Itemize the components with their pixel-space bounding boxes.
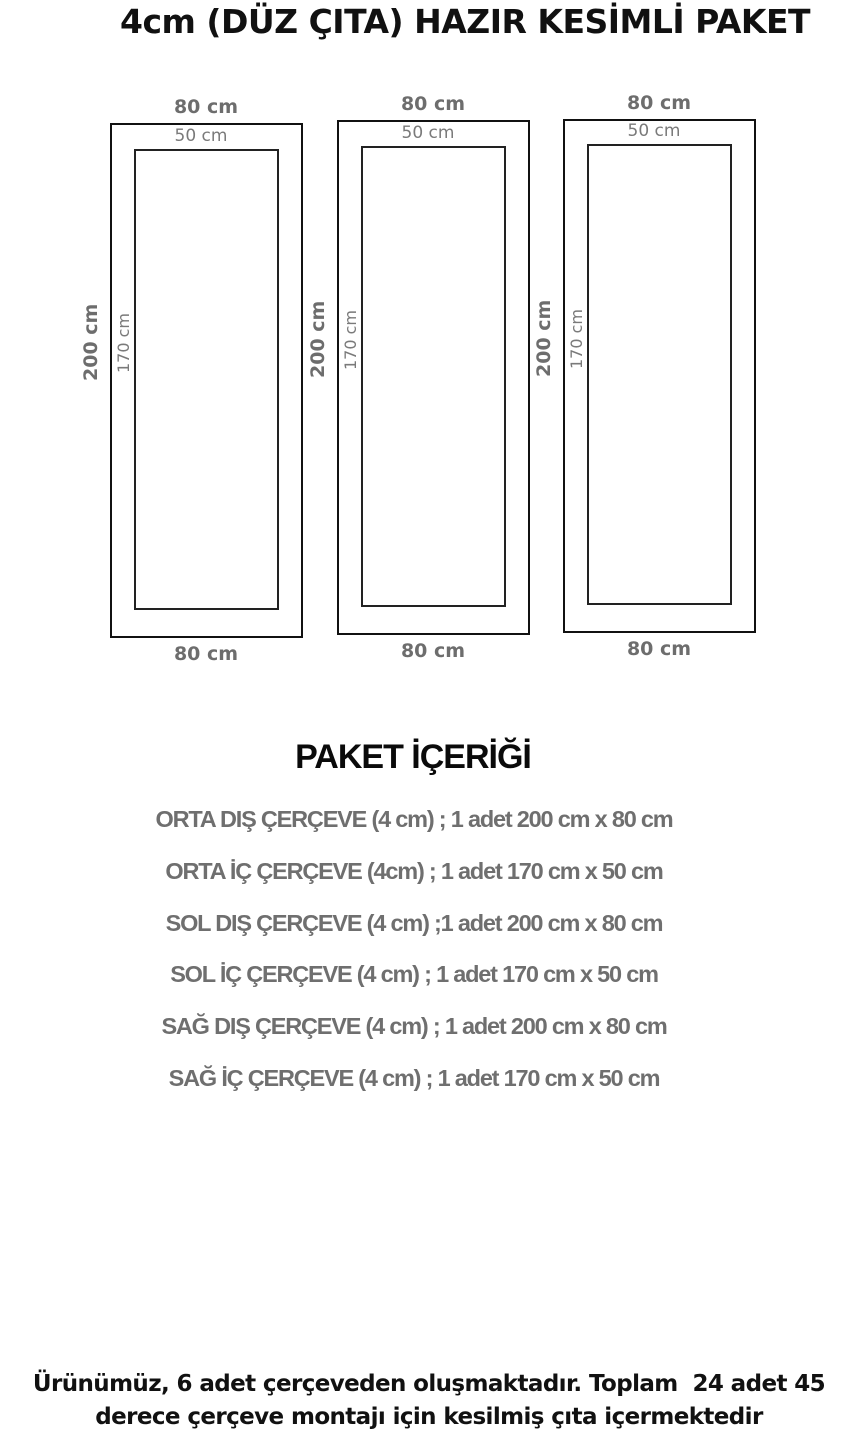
package-item: ORTA DIŞ ÇERÇEVE (4 cm) ; 1 adet 200 cm x 80 cm — [155, 806, 673, 832]
frame-right-outer-height-label: 200 cm — [533, 299, 555, 377]
footer-note-line-2: derece çerçeve montajı için kesilmiş çıta içermektedir — [95, 1404, 763, 1430]
frame-left-outer-height-label: 200 cm — [80, 303, 102, 381]
footer-note-line-1: Ürünümüz, 6 adet çerçeveden oluşmaktadır. Toplam 24 adet 45 — [32, 1371, 826, 1397]
package-contents-list — [0, 800, 828, 1111]
package-contents-title: PAKET İÇERİĞİ — [295, 738, 531, 776]
package-item: SAĞ İÇ ÇERÇEVE (4 cm) ; 1 adet 170 cm x 50 cm — [168, 1064, 660, 1091]
package-item: SAĞ DIŞ ÇERÇEVE (4 cm) ; 1 adet 200 cm x 80 cm — [161, 1013, 667, 1040]
page-title: 4cm (DÜZ ÇITA) HAZIR KESİMLİ PAKET — [119, 2, 811, 41]
frame-right-outer-width-label: 80 cm — [626, 92, 692, 114]
frame-right-bottom-width-label: 80 cm — [626, 638, 692, 660]
package-item: SOL İÇ ÇERÇEVE (4 cm) ; 1 adet 170 cm x 50 cm — [170, 961, 658, 988]
frame-left-inner-rect — [134, 149, 279, 610]
frame-middle-bottom-width-label: 80 cm — [400, 640, 466, 662]
frame-left-outer-width-label: 80 cm — [173, 96, 239, 118]
frame-right-inner-height-label: 170 cm — [567, 308, 586, 369]
package-item: ORTA İÇ ÇERÇEVE (4cm) ; 1 adet 170 cm x 50 cm — [165, 857, 663, 884]
frame-middle-inner-rect — [361, 146, 506, 607]
frame-left-inner-height-label: 170 cm — [114, 312, 133, 373]
frame-right-inner-rect — [587, 144, 732, 605]
frame-left-inner-width-label: 50 cm — [174, 126, 228, 146]
frame-middle-outer-width-label: 80 cm — [400, 93, 466, 115]
frame-middle-inner-width-label: 50 cm — [401, 123, 455, 143]
frame-middle-inner-height-label: 170 cm — [341, 309, 360, 370]
frame-middle-outer-height-label: 200 cm — [307, 300, 329, 378]
package-item: SOL DIŞ ÇERÇEVE (4 cm) ;1 adet 200 cm x 80 cm — [165, 909, 663, 936]
frame-left-bottom-width-label: 80 cm — [173, 643, 239, 665]
footer-note — [0, 1368, 858, 1434]
frame-right-inner-width-label: 50 cm — [627, 121, 681, 141]
